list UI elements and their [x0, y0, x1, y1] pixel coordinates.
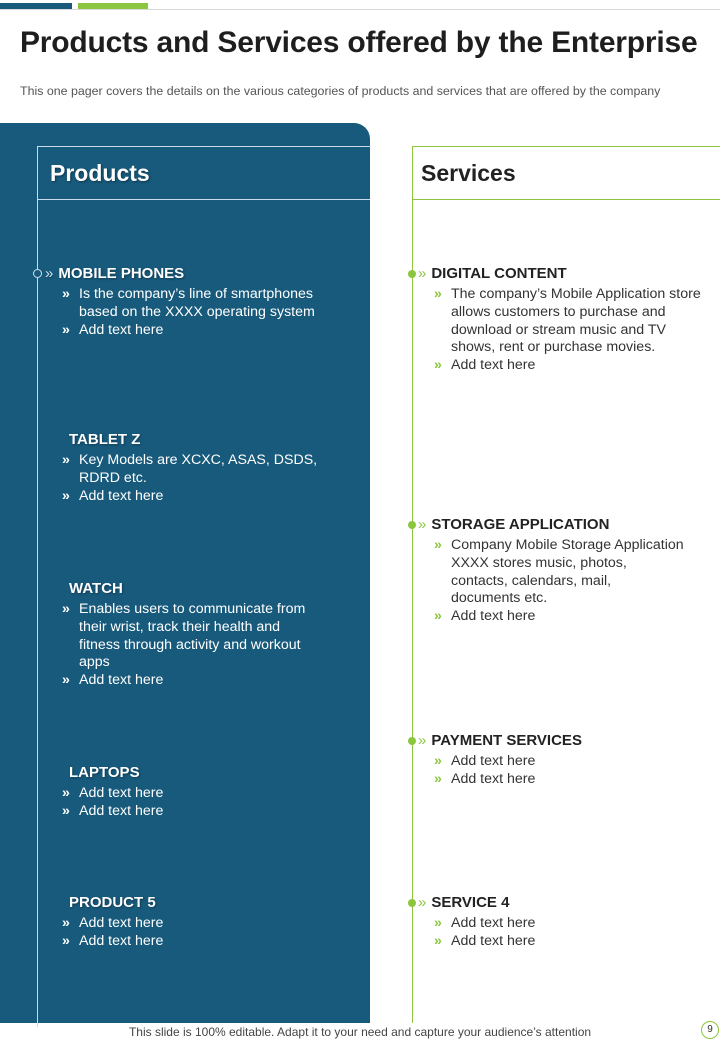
- page-subtitle: This one pager covers the details on the various categories of products and services that are offered by the company: [20, 84, 661, 98]
- product-item: [62, 580, 324, 690]
- service-item: [418, 265, 708, 375]
- bullet-chevron-icon: »: [62, 932, 70, 949]
- timeline-dot-icon: [408, 270, 416, 278]
- bullet-chevron-icon: »: [62, 487, 70, 504]
- products-header: Products: [50, 160, 150, 186]
- product-item: [45, 265, 320, 339]
- products-header-divider: [37, 199, 370, 200]
- double-chevron-icon: »: [418, 516, 427, 533]
- service-bullet-list: [434, 537, 684, 626]
- service-item-title: » SERVICE 4: [418, 894, 510, 911]
- service-item-title: » STORAGE APPLICATION: [418, 516, 610, 533]
- bullet-chevron-icon: »: [62, 915, 70, 931]
- top-divider: [0, 9, 720, 10]
- service-item-title: » DIGITAL CONTENT: [418, 265, 567, 282]
- double-chevron-icon: »: [418, 894, 427, 911]
- product-item: [62, 894, 324, 951]
- list-item: » Add text here: [434, 932, 536, 949]
- bullet-chevron-icon: »: [434, 537, 442, 553]
- services-header: Services: [421, 160, 516, 186]
- service-item: [418, 894, 708, 951]
- service-bullet-list: [434, 753, 708, 789]
- list-item: » Company Mobile Storage Application XXXX stores music, photos, contacts, calendars, mail, documents etc.: [434, 537, 684, 607]
- bullet-chevron-icon: »: [62, 321, 70, 338]
- bullet-chevron-icon: »: [62, 802, 70, 819]
- page-number: 9: [701, 1021, 719, 1039]
- list-item: » Add text here: [434, 357, 536, 374]
- list-item: » Add text here: [434, 608, 536, 625]
- service-bullet-list: [434, 286, 708, 375]
- bullet-chevron-icon: »: [434, 753, 442, 769]
- list-item: » Add text here: [62, 932, 164, 949]
- bullet-chevron-icon: »: [434, 608, 442, 625]
- bullet-chevron-icon: »: [62, 452, 70, 468]
- list-item: » Add text here: [62, 802, 164, 819]
- list-item: » Add text here: [434, 770, 536, 787]
- product-bullet-list: [62, 286, 320, 339]
- product-bullet-list: [62, 452, 324, 505]
- services-header-divider: [412, 199, 720, 200]
- footer-note: This slide is 100% editable. Adapt it to your need and capture your audience’s attention: [128, 1025, 592, 1039]
- product-item: [62, 764, 324, 821]
- service-item: [418, 732, 708, 789]
- timeline-dot-icon: [33, 269, 42, 278]
- product-bullet-list: [62, 601, 324, 690]
- list-item: » Enables users to communicate from their wrist, track their health and fitness through activity and workout apps: [62, 601, 306, 671]
- list-item: » Add text here: [62, 672, 164, 689]
- bullet-chevron-icon: »: [62, 672, 70, 689]
- list-item: » Add text here: [434, 753, 536, 769]
- bullet-chevron-icon: »: [62, 286, 70, 302]
- double-chevron-icon: »: [418, 265, 427, 282]
- product-item: [62, 431, 324, 505]
- bullet-chevron-icon: »: [434, 286, 442, 302]
- bullet-chevron-icon: »: [62, 601, 70, 617]
- timeline-dot-icon: [408, 899, 416, 907]
- list-item: » Key Models are XCXC, ASAS, DSDS, RDRD etc.: [62, 452, 318, 486]
- list-item: » Is the company’s line of smartphones based on the XXXX operating system: [62, 286, 315, 320]
- bullet-chevron-icon: »: [62, 785, 70, 801]
- list-item: » Add text here: [434, 915, 536, 931]
- service-item: [418, 516, 708, 626]
- product-item-title: » MOBILE PHONES: [45, 265, 185, 282]
- double-chevron-icon: »: [418, 732, 427, 749]
- double-chevron-icon: »: [45, 265, 54, 282]
- bullet-chevron-icon: »: [434, 357, 442, 374]
- page-title: Products and Services offered by the Enterprise: [20, 26, 698, 59]
- list-item: » The company’s Mobile Application store allows customers to purchase and download or stream music and TV shows, rent or purchase movies.: [434, 286, 701, 356]
- list-item: » Add text here: [62, 915, 164, 931]
- product-item-title: PRODUCT 5: [69, 894, 156, 911]
- bullet-chevron-icon: »: [434, 932, 442, 949]
- product-bullet-list: [62, 785, 324, 821]
- list-item: » Add text here: [62, 785, 164, 801]
- bullet-chevron-icon: »: [434, 915, 442, 931]
- bullet-chevron-icon: »: [434, 770, 442, 787]
- service-bullet-list: [434, 915, 708, 951]
- product-bullet-list: [62, 915, 324, 951]
- product-item-title: LAPTOPS: [69, 764, 140, 781]
- product-item-title: TABLET Z: [69, 431, 141, 448]
- list-item: » Add text here: [62, 487, 164, 504]
- timeline-dot-icon: [408, 737, 416, 745]
- timeline-dot-icon: [408, 521, 416, 529]
- product-item-title: WATCH: [69, 580, 123, 597]
- list-item: » Add text here: [62, 321, 164, 338]
- service-item-title: » PAYMENT SERVICES: [418, 732, 582, 749]
